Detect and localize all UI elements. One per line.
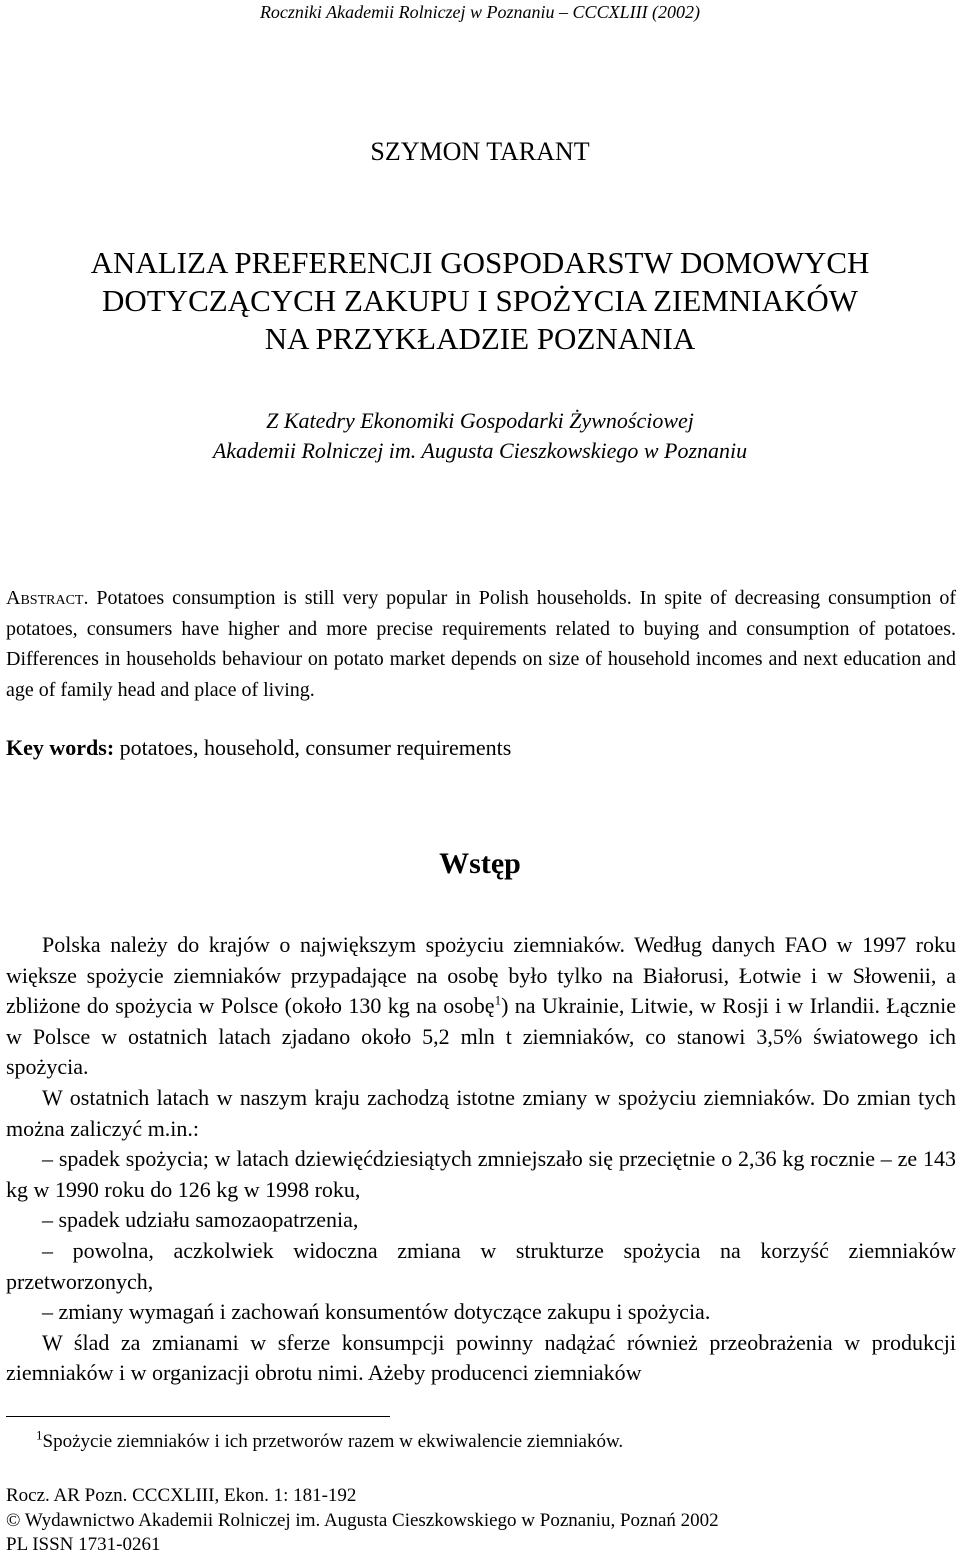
imprint: [6, 1484, 956, 1558]
abstract-text: Potatoes consumption is still very popular in Polish households. In spite of decreasing consumption of potatoes, consumers have higher and more precise requirements related to buying and consumption of potatoes. Differences in households behaviour on potato market depends on size of household incomes and next education and age of family head and place of living.: [6, 587, 956, 701]
keywords-label: Key words:: [6, 735, 115, 760]
affiliation-line: Akademii Rolniczej im. Augusta Cieszkowskiego w Poznaniu: [212, 438, 748, 463]
footnote: [36, 1428, 936, 1456]
footnote-text: Spożycie ziemniaków i ich przetworów razem w ekwiwalencie ziemniaków.: [42, 1431, 624, 1452]
abstract: [6, 583, 956, 705]
keywords-text: potatoes, household, consumer requirements: [119, 735, 512, 760]
paragraph: W ostatnich latach w naszym kraju zachodzą istotne zmiany w spożyciu ziemniaków. Do zmian tych można zaliczyć m.in.:: [6, 1084, 956, 1141]
paragraph-text: ) na Ukrainie, Litwie, w Rosji i w Irlandii. Łącznie w Polsce w ostatnich latach zjadano około 5,2 mln t ziemniaków, co stanowi 3,5% światowego ich spożycia.: [6, 993, 957, 1080]
affiliation-line: Z Katedry Ekonomiki Gospodarki Żywnościowej: [266, 408, 694, 433]
section-heading: Wstęp: [439, 847, 521, 880]
paragraph: [6, 930, 956, 1083]
copyright-notice: © Wydawnictwo Akademii Rolniczej im. Augusta Cieszkowskiego w Poznaniu, Poznań 2002: [6, 1509, 719, 1531]
keywords: [6, 732, 956, 764]
footnote-reference: 1: [494, 992, 502, 1008]
list-item: – spadek spożycia; w latach dziewięćdziesiątych zmniejszało się przeciętnie o 2,36 kg rocznie – ze 143 kg w 1990 roku do 126 kg w 1998 roku,: [6, 1146, 956, 1202]
footnote-divider: [6, 1416, 390, 1417]
article-title: [0, 244, 960, 358]
citation: Rocz. AR Pozn. CCCXLIII, Ekon. 1: 181-192: [6, 1485, 357, 1506]
footnote-marker: 1: [36, 1427, 43, 1443]
list-item: – powolna, aczkolwiek widoczna zmiana w strukturze spożycia na korzyść ziemniaków przetworzonych,: [6, 1237, 956, 1294]
journal-header: Roczniki Akademii Rolniczej w Poznaniu – CCCXLIII (2002): [259, 2, 701, 22]
affiliation: [0, 406, 960, 466]
paragraph: W ślad za zmianami w sferze konsumpcji powinny nadążać również przeobrażenia w produkcji ziemniaków i w organizacji obrotu nimi. Ażeby producenci ziemniaków: [6, 1329, 956, 1386]
list-item: – zmiany wymagań i zachowań konsumentów dotyczące zakupu i spożycia.: [42, 1299, 711, 1325]
abstract-dot: .: [83, 587, 97, 609]
author-name: SZYMON TARANT: [370, 137, 590, 166]
body-text: [6, 930, 956, 1389]
title-line: NA PRZYKŁADZIE POZNANIA: [264, 321, 696, 356]
title-line: ANALIZA PREFERENCJI GOSPODARSTW DOMOWYCH: [90, 245, 870, 280]
abstract-label: Abstract: [6, 587, 84, 609]
title-line: DOTYCZĄCYCH ZAKUPU I SPOŻYCIA ZIEMNIAKÓW: [101, 283, 859, 318]
list-item: – spadek udziału samozaopatrzenia,: [42, 1207, 359, 1233]
paragraph-text: Polska należy do krajów o największym spożyciu ziemniaków. Według danych FAO w 1997 roku większe spożycie ziemniaków przypadające na osobę było tylko na Białorusi, Łotwie i w Słowenii, a zbliżone do spożycia w Polsce (około 130 kg na osobę: [6, 932, 956, 1019]
issn: PL ISSN 1731-0261: [6, 1534, 161, 1555]
